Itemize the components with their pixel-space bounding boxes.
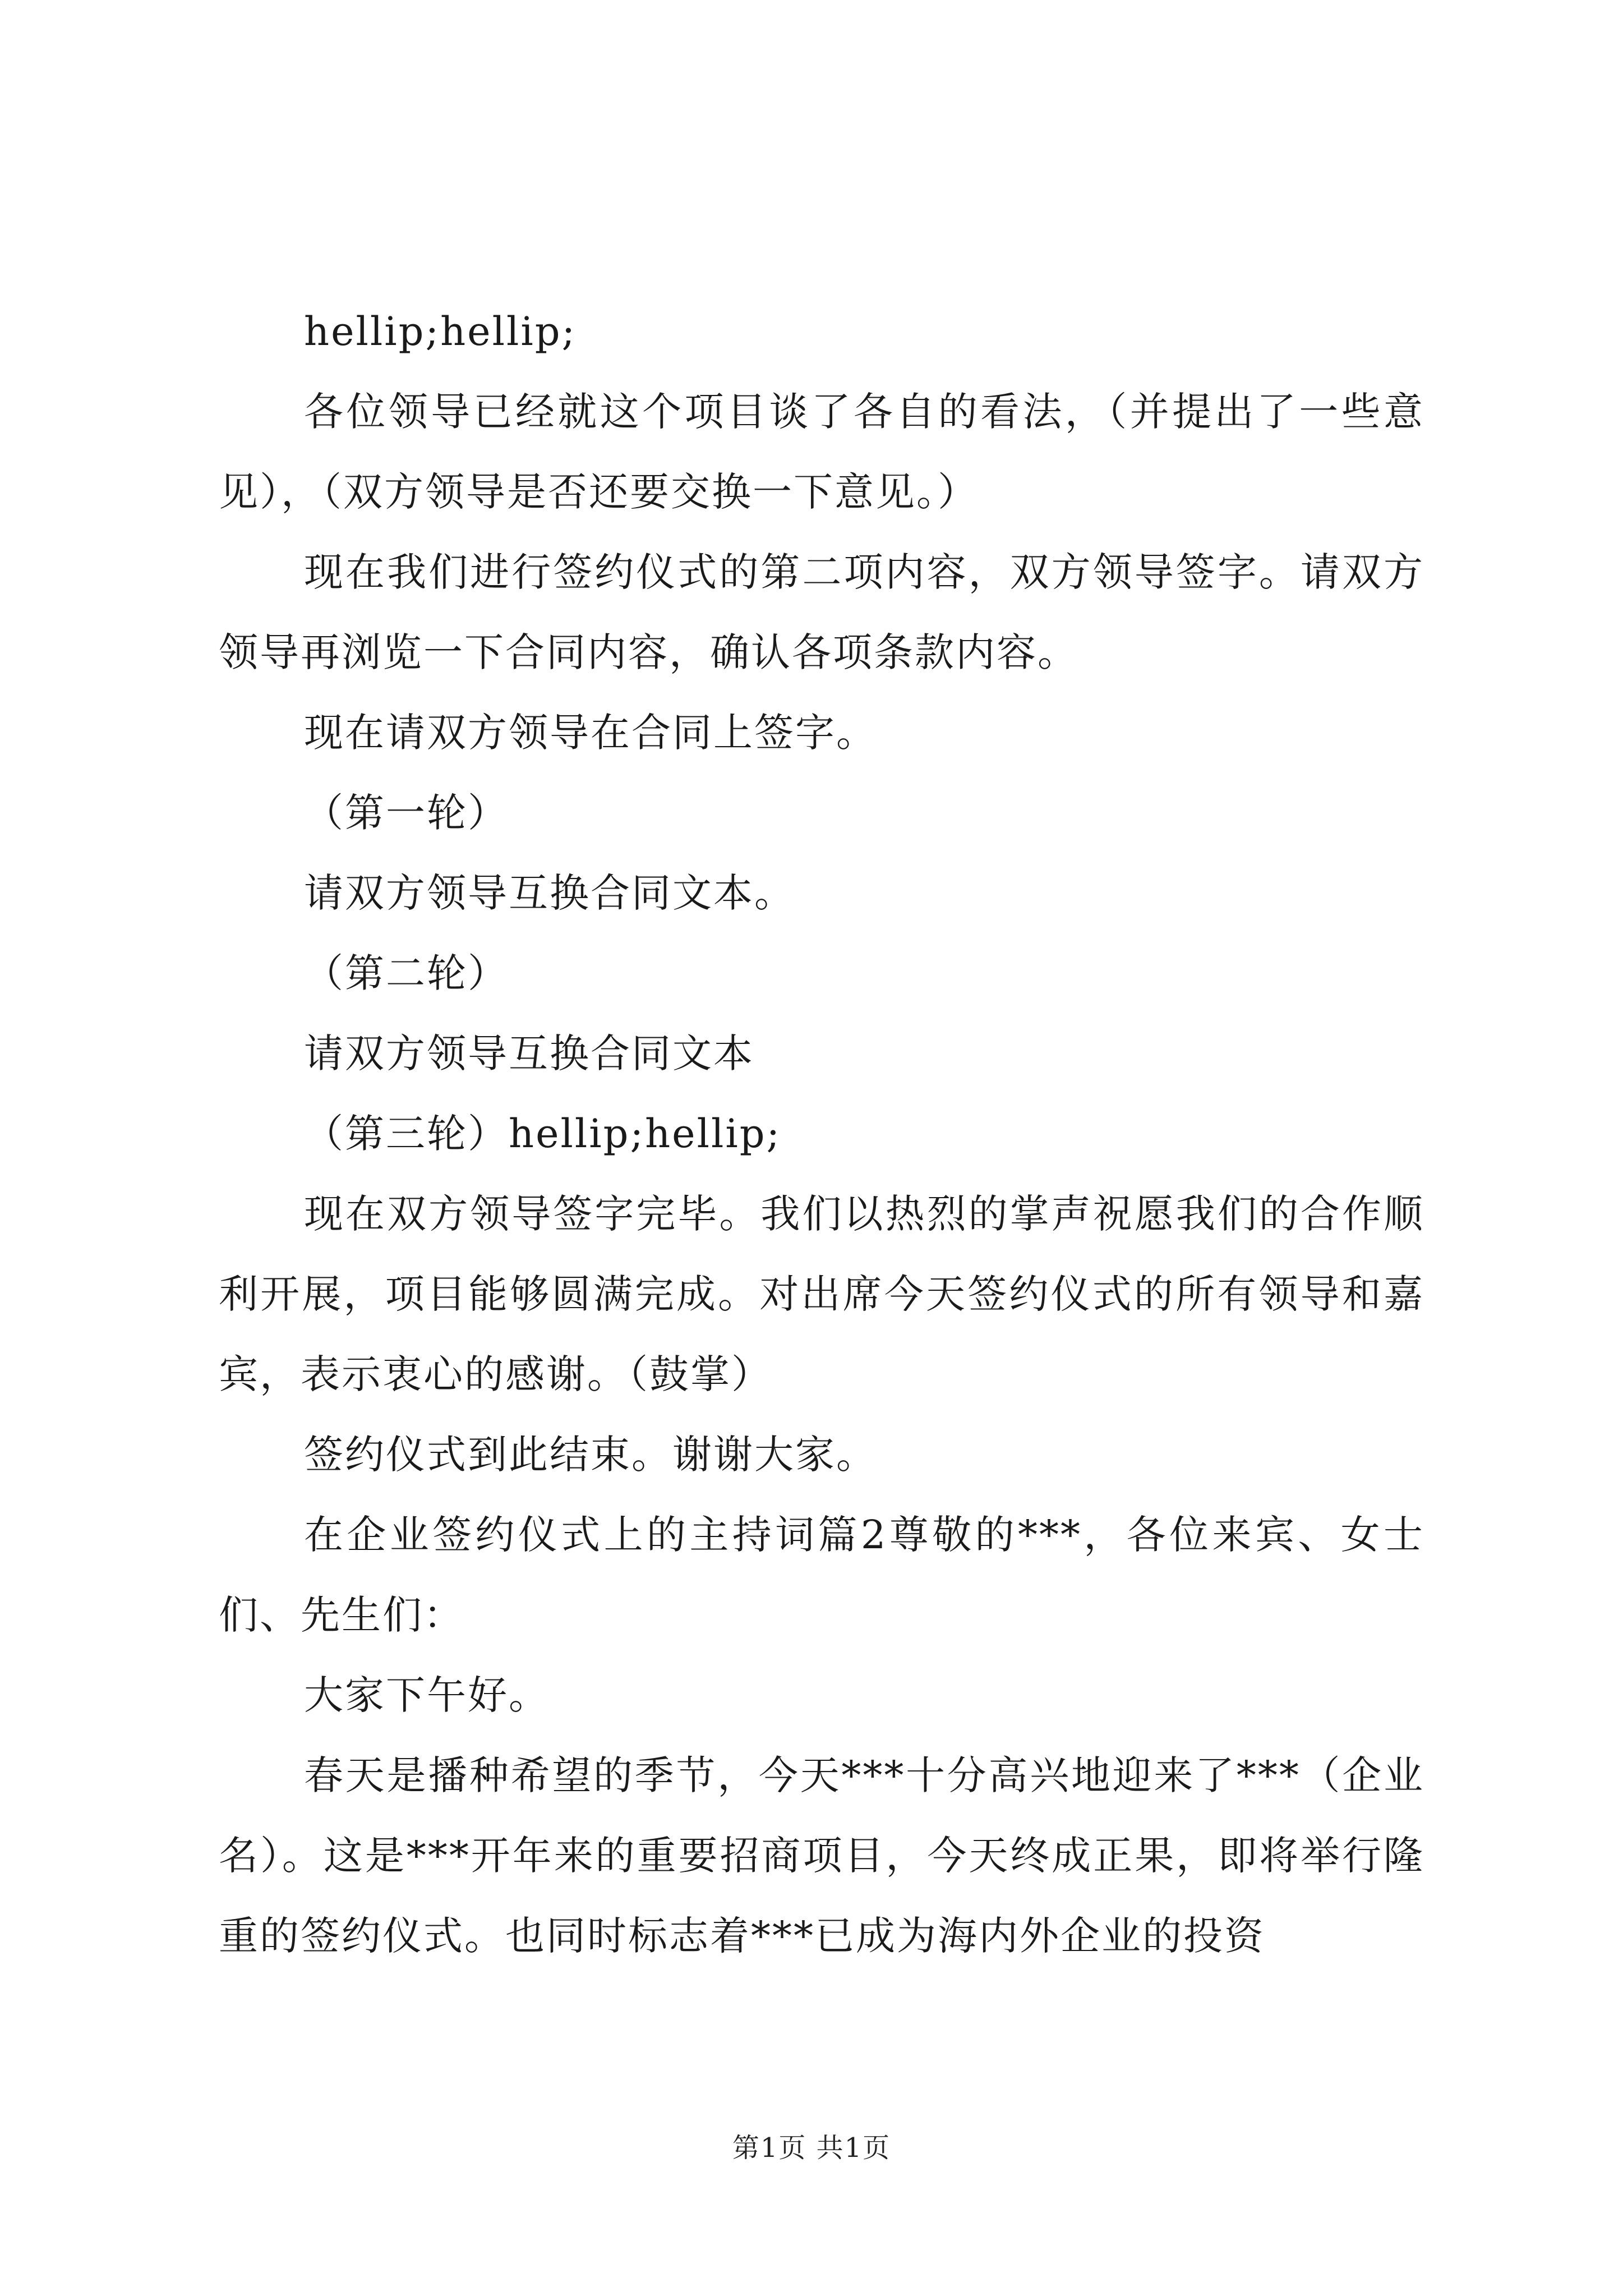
page-number-label: 第1页 共1页 [732, 2132, 891, 2164]
paragraph: 现在我们进行签约仪式的第二项内容，双方领导签字。请双方领导再浏览一下合同内容，确认各项条款内容。 [219, 549, 1424, 675]
page-footer [0, 2126, 1623, 2165]
paragraph: 现在请双方领导在合同上签字。 [304, 710, 877, 756]
paragraph: hellip;hellip; [304, 309, 577, 355]
paragraph: 请双方领导互换合同文本 [304, 1030, 754, 1076]
paragraph: 各位领导已经就这个项目谈了各自的看法，（并提出了一些意见），（双方领导是否还要交换一下意见。） [219, 389, 1424, 515]
paragraph: 春天是播种希望的季节，今天***十分高兴地迎来了***（企业名）。这是***开年来的重要招商项目，今天终成正果，即将举行隆重的签约仪式。也同时标志着***已成为海内外企业的投资 [219, 1752, 1424, 1959]
document-body [219, 292, 1424, 1976]
paragraph: 请双方领导互换合同文本。 [304, 870, 795, 916]
paragraph: 在企业签约仪式上的主持词篇2尊敬的***，各位来宾、女士们、先生们： [219, 1512, 1424, 1638]
paragraph: 签约仪式到此结束。谢谢大家。 [304, 1432, 877, 1478]
paragraph: 大家下午好。 [304, 1672, 550, 1718]
paragraph: （第三轮）hellip;hellip; [304, 1111, 782, 1157]
paragraph: 现在双方领导签字完毕。我们以热烈的掌声祝愿我们的合作顺利开展，项目能够圆满完成。对出席今天签约仪式的所有领导和嘉宾，表示衷心的感谢。（鼓掌） [219, 1191, 1424, 1397]
paragraph: （第二轮） [304, 950, 509, 996]
paragraph: （第一轮） [304, 790, 509, 836]
